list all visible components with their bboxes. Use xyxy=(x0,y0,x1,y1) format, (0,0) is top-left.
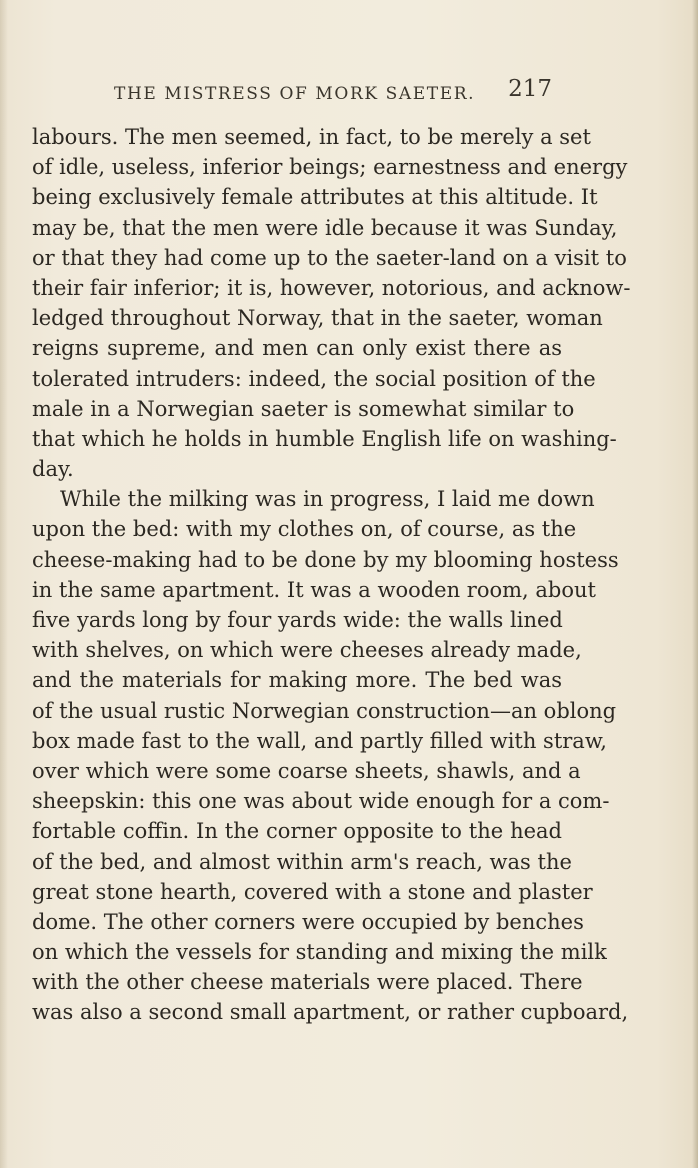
text-line: over which were some coarse sheets, shawls, and a xyxy=(32,758,581,783)
text-line: dome. The other corners were occupied by benches xyxy=(32,909,584,934)
text-line: being exclusively female attributes at this altitude. It xyxy=(32,185,598,210)
text-line: day. xyxy=(32,457,74,482)
text-line: upon the bed: with my clothes on, of course, as the xyxy=(32,517,577,542)
text-line: with the other cheese materials were placed. There xyxy=(32,970,583,995)
text-line: may be, that the men were idle because it was Sunday, xyxy=(32,215,618,240)
text-line: of idle, useless, inferior beings; earnestness and energy xyxy=(32,155,628,180)
page-number: 217 xyxy=(508,76,552,102)
text-line: ledged throughout Norway, that in the saeter, woman xyxy=(32,306,603,331)
text-line: great stone hearth, covered with a stone and plaster xyxy=(32,879,593,904)
text-line: sheepskin: this one was about wide enough for a com- xyxy=(32,789,610,814)
text-line: cheese-making had to be done by my blooming hostess xyxy=(32,547,619,572)
text-line: labours. The men seemed, in fact, to be merely a set xyxy=(32,125,591,149)
text-line: reigns supreme, and men can only exist there as xyxy=(32,336,562,361)
running-title: THE MISTRESS OF MORK SAETER. xyxy=(114,84,476,104)
text-line: and the materials for making more. The bed was xyxy=(32,668,562,693)
page-edge-shadow xyxy=(692,0,698,1168)
text-line: tolerated intruders: indeed, the social position of the xyxy=(32,366,596,391)
text-line: or that they had come up to the saeter-land on a visit to xyxy=(32,245,627,270)
text-line: of the bed, and almost within arm's reach, was the xyxy=(32,849,572,874)
text-line: in the same apartment. It was a wooden room, about xyxy=(32,577,596,602)
text-line: five yards long by four yards wide: the walls lined xyxy=(32,608,563,632)
text-line: of the usual rustic Norwegian construction—an oblong xyxy=(32,698,617,723)
text-line: was also a second small apartment, or rather cupboard, xyxy=(32,1000,629,1025)
text-line: that which he holds in humble English life on washing- xyxy=(32,426,617,451)
text-line: box made fast to the wall, and partly filled with straw, xyxy=(32,728,607,753)
paragraph-first-line: While the milking was in progress, I laid me down xyxy=(60,487,595,512)
text-line: fortable coffin. In the corner opposite to the head xyxy=(32,819,562,844)
text-line: on which the vessels for standing and mixing the milk xyxy=(32,940,607,965)
text-line: male in a Norwegian saeter is somewhat similar to xyxy=(32,396,575,421)
body-text xyxy=(32,122,631,1028)
text-line: their fair inferior; it is, however, notorious, and acknow- xyxy=(32,275,631,300)
page-gutter-shadow xyxy=(0,0,8,1168)
page-header xyxy=(112,74,552,110)
text-line: with shelves, on which were cheeses already made, xyxy=(32,638,582,663)
